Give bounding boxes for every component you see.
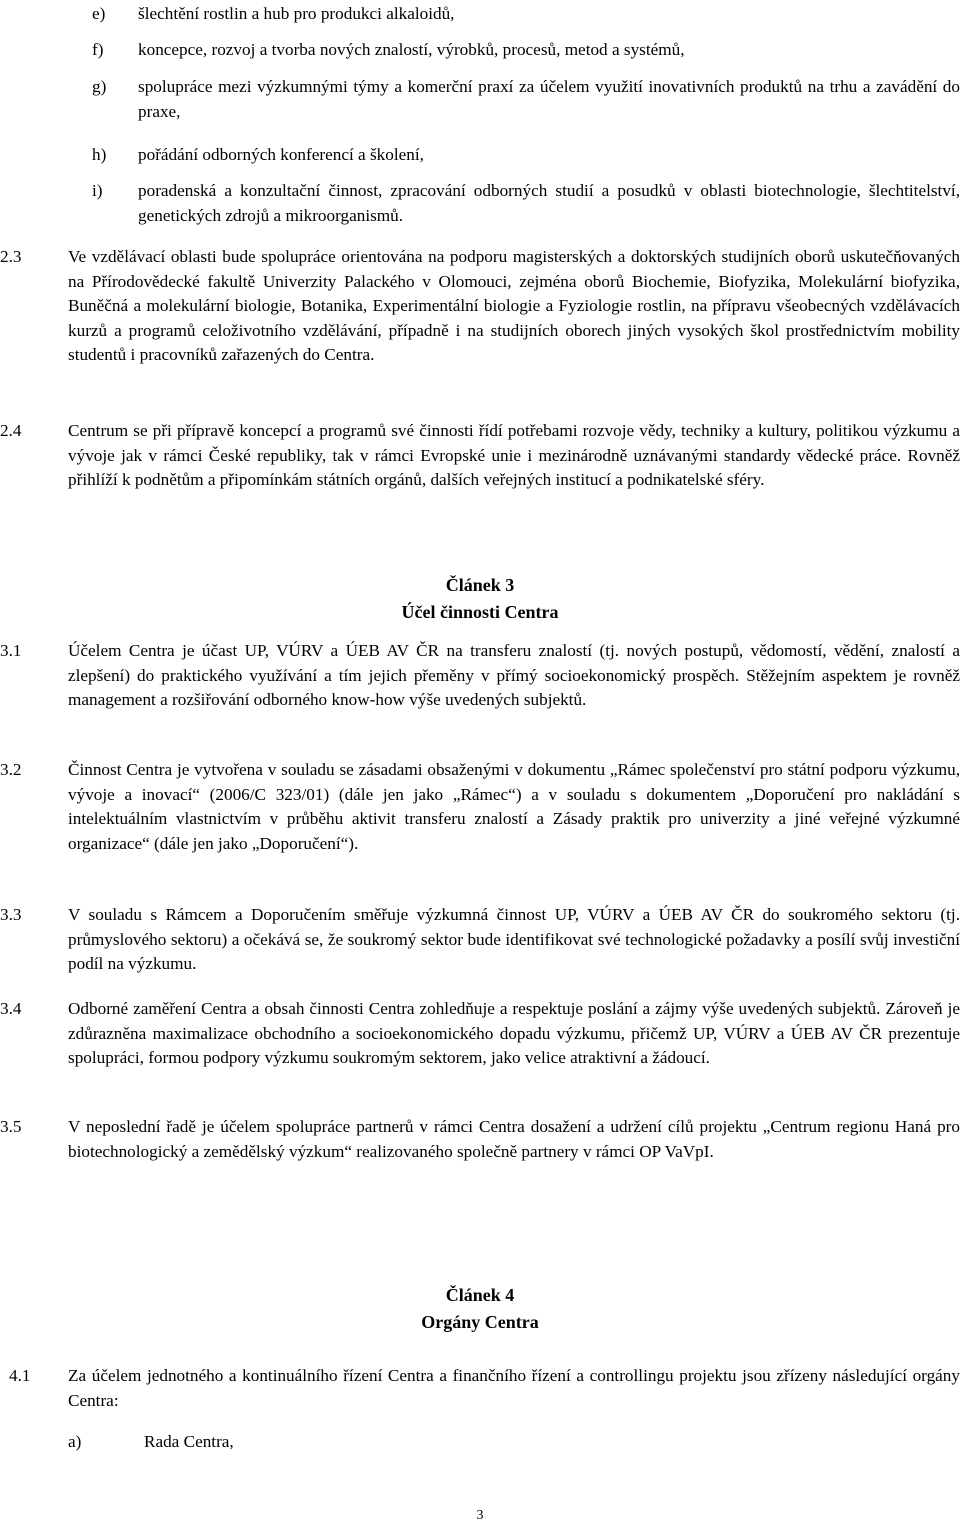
sub-item-text: Rada Centra, <box>144 1432 234 1451</box>
paragraph-number: 2.3 <box>0 247 22 266</box>
paragraph-text: Účelem Centra je účast UP, VÚRV a ÚEB AV ČR na transferu znalostí (tj. nových postupů, vědomostí, vědění, znalostí a zlepšení) do praktického využívání a tím jejich přeměny v přímý socioekonomický prospěch. Stěžejním aspektem je rovněž management a rozšiřování odborného know-how výše uvedených subjektů. <box>68 641 960 709</box>
page-number: 3 <box>476 1508 484 1523</box>
list-item-text: koncepce, rozvoj a tvorba nových znalostí, výrobků, procesů, metod a systémů, <box>138 40 685 59</box>
paragraph-3-1 <box>0 639 960 713</box>
paragraph-text: Ve vzdělávací oblasti bude spolupráce orientována na podporu magisterských a doktorských studijních oborů uskutečňovaných na Přírodovědecké fakultě Univerzity Palackého v Olomouci, zejména oborů Biochemie, Biofyzika, Molekulární biofyzika, Buněčná a molekulární biologie, Botanika, Experimentální biologie a Fyziologie rostlin, na přípravu všeobecných vzdělávacích kurzů a programů celoživotního vzdělávání, případně i na studijních oborech jiných vysokých škol prostřednictvím mobility studentů i pracovníků zařazených do Centra. <box>68 247 960 364</box>
paragraph-text: V neposlední řadě je účelem spolupráce partnerů v rámci Centra dosažení a udržení cílů projektu „Centrum regionu Haná pro biotechnologický a zemědělský výzkum“ realizovaného společně partnery v rámci OP VaVpI. <box>68 1117 960 1161</box>
list-item-label: h) <box>92 145 107 164</box>
paragraph-3-4 <box>0 997 960 1071</box>
paragraph-text: Centrum se při přípravě koncepcí a programů své činnosti řídí potřebami rozvoje vědy, techniky a kultury, politikou výzkumu a vývoje jak v rámci České republiky, tak v rámci Evropské unie i mezinárodně uznávanými standardy vědecké práce. Rovněž přihlíží k podnětům a připomínkám státních orgánů, dalších veřejných institucí a podnikatelské sféry. <box>68 421 960 489</box>
list-item-i <box>92 179 960 228</box>
paragraph-text: V souladu s Rámcem a Doporučením směřuje výzkumná činnost UP, VÚRV a ÚEB AV ČR do soukromého sektoru (tj. průmyslového sektoru) a očekává se, že soukromý sektor bude identifikovat své technologické požadavky a posílí svůj investiční podíl na výzkumu. <box>68 905 960 973</box>
list-item-h <box>92 143 960 168</box>
sub-item-label: a) <box>68 1432 82 1451</box>
article-3-title: Článek 3 <box>445 575 515 595</box>
article-4-title: Článek 4 <box>445 1285 515 1305</box>
list-item-label: i) <box>92 181 103 200</box>
list-item-label: e) <box>92 4 106 23</box>
paragraph-number: 4.1 <box>9 1366 31 1385</box>
list-item-label: g) <box>92 77 107 96</box>
list-item-text: šlechtění rostlin a hub pro produkci alkaloidů, <box>138 4 455 23</box>
paragraph-number: 3.5 <box>0 1117 22 1136</box>
paragraph-text: Za účelem jednotného a kontinuálního řízení Centra a finančního řízení a controllingu projektu jsou zřízeny následující orgány Centra: <box>68 1366 960 1410</box>
paragraph-number: 2.4 <box>0 421 22 440</box>
list-item-text: poradenská a konzultační činnost, zpracování odborných studií a posudků v oblasti biotechnologie, šlechtitelství, genetických zdrojů a mikroorganismů. <box>138 181 960 225</box>
paragraph-text: Odborné zaměření Centra a obsah činnosti Centra zohledňuje a respektuje poslání a zájmy výše uvedených subjektů. Zároveň je zdůrazněna maximalizace obchodního a socioekonomického dopadu výzkumu, přičemž UP, VÚRV a ÚEB AV ČR prezentuje spolupráci, formou podpory výzkumu soukromým sektorem, jako velice atraktivní a žádoucí. <box>68 999 960 1067</box>
paragraph-number: 3.2 <box>0 760 22 779</box>
paragraph-2-3 <box>0 245 960 368</box>
list-item-f <box>92 38 960 63</box>
paragraph-4-1 <box>0 1364 960 1413</box>
paragraph-number: 3.1 <box>0 641 22 660</box>
paragraph-number: 3.3 <box>0 905 22 924</box>
paragraph-text: Činnost Centra je vytvořena v souladu se zásadami obsaženými v dokumentu „Rámec společenství pro státní podporu výzkumu, vývoje a inovací“ (2006/C 323/01) (dále jen jako „Rámec“) a v souladu s dokumentem „Doporučení pro nakládání s intelektuálním vlastnictvím v průběhu aktivit transferu znalostí a Zásady praktik pro univerzity a jiné veřejné výzkumné organizace“ (dále jen jako „Doporučení“). <box>68 760 960 853</box>
paragraph-3-5 <box>0 1115 960 1164</box>
article-4-subtitle: Orgány Centra <box>421 1312 539 1332</box>
list-item-text: spolupráce mezi výzkumnými týmy a komerční praxí za účelem využití inovativních produktů na trhu a zavádění do praxe, <box>138 77 960 121</box>
list-item-label: f) <box>92 40 104 59</box>
paragraph-2-4 <box>0 419 960 493</box>
list-item-g <box>92 75 960 124</box>
paragraph-3-3 <box>0 903 960 977</box>
list-item-e <box>92 2 960 27</box>
list-item-text: pořádání odborných konferencí a školení, <box>138 145 424 164</box>
paragraph-number: 3.4 <box>0 999 22 1018</box>
article-3-subtitle: Účel činnosti Centra <box>401 602 559 622</box>
paragraph-3-2 <box>0 758 960 856</box>
sub-item-a <box>68 1430 234 1455</box>
